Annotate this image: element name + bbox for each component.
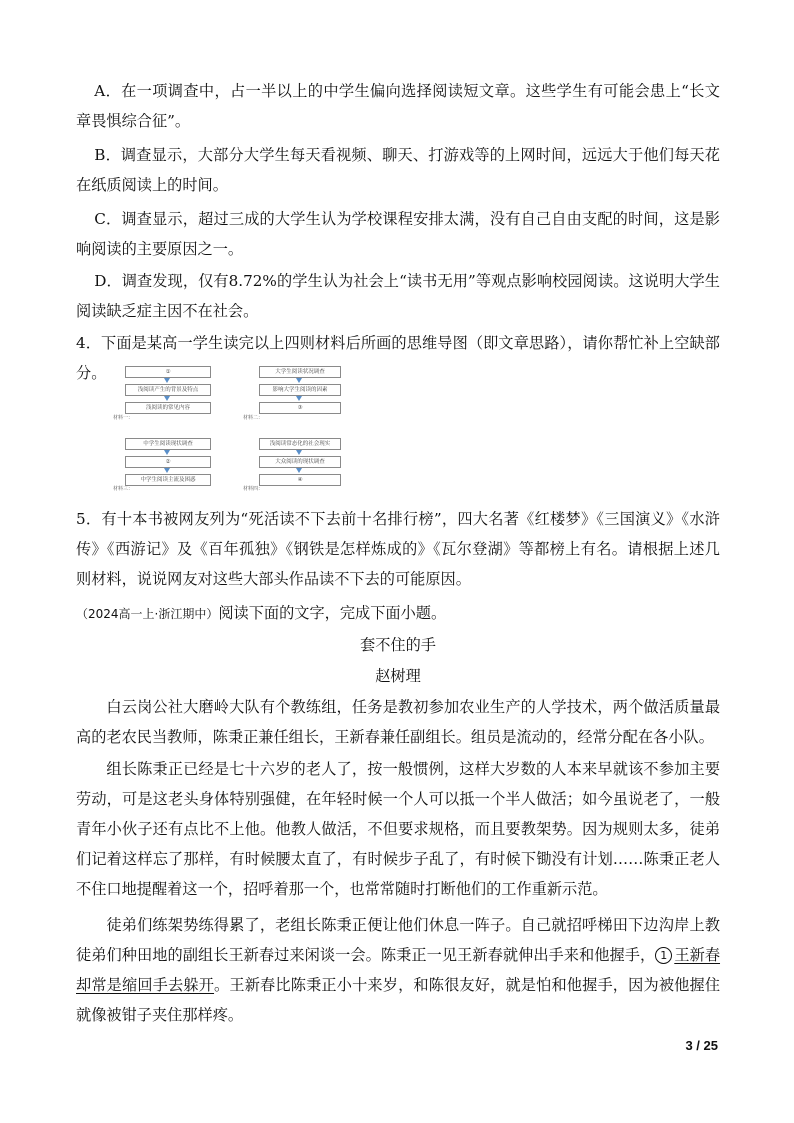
- paragraph-2: 组长陈秉正已经是七十六岁的老人了，按一般惯例，这样大岁数的人本来早就该不参加主要劳动，可是这老头身体特别强健，在年轻时候一个人可以抵一个半人做活；如今虽说老了，一般青年小伙子还有点比不上他。他教人做活，不但要求规格，而且要教架势。因为规则太多，徒弟们记着这样忘了那样，有时候腰太直了，有时候步子乱了，有时候下锄没有计划……陈秉正老人不住口地提醒着这一个，招呼着那一个，也常常随时打断他们的工作重新示范。: [76, 760, 720, 898]
- arrow: [296, 396, 302, 401]
- circled-number: 1: [655, 947, 672, 964]
- option-d: D．调查发现，仅有8.72%的学生认为社会上“读书无用”等观点影响校园阅读。这说明大学生阅读缺乏症主因不在社会。: [76, 272, 720, 320]
- mm4-box-2: 大众阅读的现状调查: [259, 456, 341, 468]
- mm4-box-1: 浅阅读常态化的社会现实: [259, 438, 341, 450]
- source-instruction: 阅读下面的文字，完成下面小题。: [218, 604, 447, 622]
- question-5: 5．有十本书被网友列为“死活读不下去前十名排行榜”，四大名著《红楼梦》《三国演义》《水浒传》《西游记》及《百年孤独》《钢铁是怎样炼成的》《瓦尔登湖》等都榜上有名。请根据上述几则材料，说说网友对这些大部头作品读不下去的可能原因。: [76, 510, 720, 588]
- arrow: [164, 468, 170, 473]
- arrow: [296, 450, 302, 455]
- paragraph-3-part-b: 。王新春比陈秉正小十来岁，和陈很友好，就是怕和他握手，因为被他握住就像被钳子夹住那样疼。: [76, 976, 721, 1024]
- mm3-label: 材料三：: [113, 486, 134, 492]
- paragraph-3: [76, 910, 720, 1030]
- mm2-box-1: 大学生阅读状况调查: [259, 366, 341, 378]
- mm1-box-3: 浅阅读的常见内容: [125, 402, 211, 414]
- mm3-box-3: 中学生阅读主流及困惑: [125, 474, 211, 486]
- arrow: [164, 378, 170, 383]
- mm2-label: 材料二：: [243, 415, 264, 421]
- arrow: [296, 378, 302, 383]
- paragraph-1: 白云岗公社大磨岭大队有个教练组，任务是教初参加农业生产的人学技术，两个做活质量最高的老农民当教师，陈秉正兼任组长，王新春兼任副组长。组员是流动的，经常分配在各小队。: [76, 698, 720, 746]
- mm4-label: 材料四：: [243, 486, 264, 492]
- mm1-box-2: 浅阅读产生的背景及特点: [125, 384, 211, 396]
- option-a: A．在一项调查中，占一半以上的中学生偏向选择阅读短文章。这些学生有可能会患上“长文章畏惧综合征”。: [76, 82, 720, 130]
- mm4-box-3: ④: [259, 474, 341, 486]
- mm2-box-2: 影响大学生阅读的因素: [259, 384, 341, 396]
- question-4: 4．下面是某高一学生读完以上四则材料后所画的思维导图（即文章思路），请你帮忙补上空缺部分。: [76, 334, 720, 382]
- arrow: [164, 396, 170, 401]
- article-title: 套不住的手: [360, 636, 436, 654]
- mind-map-figure: [115, 366, 335, 492]
- page-number: 3 / 25: [685, 1038, 718, 1053]
- article-author: 赵树理: [375, 667, 421, 685]
- mm3-box-2: ②: [125, 456, 211, 468]
- mm3-box-1: 中学生阅读现状调查: [125, 438, 211, 450]
- option-c: C．调查显示，超过三成的大学生认为学校课程安排太满，没有自己自由支配的时间，这是影响阅读的主要原因之一。: [76, 210, 720, 258]
- paragraph-3-part-a: 徒弟们练架势练得累了，老组长陈秉正便让他们休息一阵子。自己就招呼梯田下边沟岸上教徒弟们种田地的副组长王新春过来闲谈一会。陈秉正一见王新春就伸出手来和他握手，: [76, 916, 720, 964]
- option-b: B．调查显示，大部分大学生每天看视频、聊天、打游戏等的上网时间，远远大于他们每天花在纸质阅读上的时间。: [76, 146, 720, 194]
- mm1-label: 材料一：: [113, 415, 134, 421]
- mm1-box-1: ①: [125, 366, 211, 378]
- underlined-sentence: 王新春却常是缩回手去躲开: [76, 946, 721, 994]
- mm2-box-3: ③: [259, 402, 341, 414]
- arrow: [296, 468, 302, 473]
- source-tag: （2024高一上·浙江期中）: [76, 607, 219, 621]
- arrow: [164, 450, 170, 455]
- source-line: [76, 598, 720, 629]
